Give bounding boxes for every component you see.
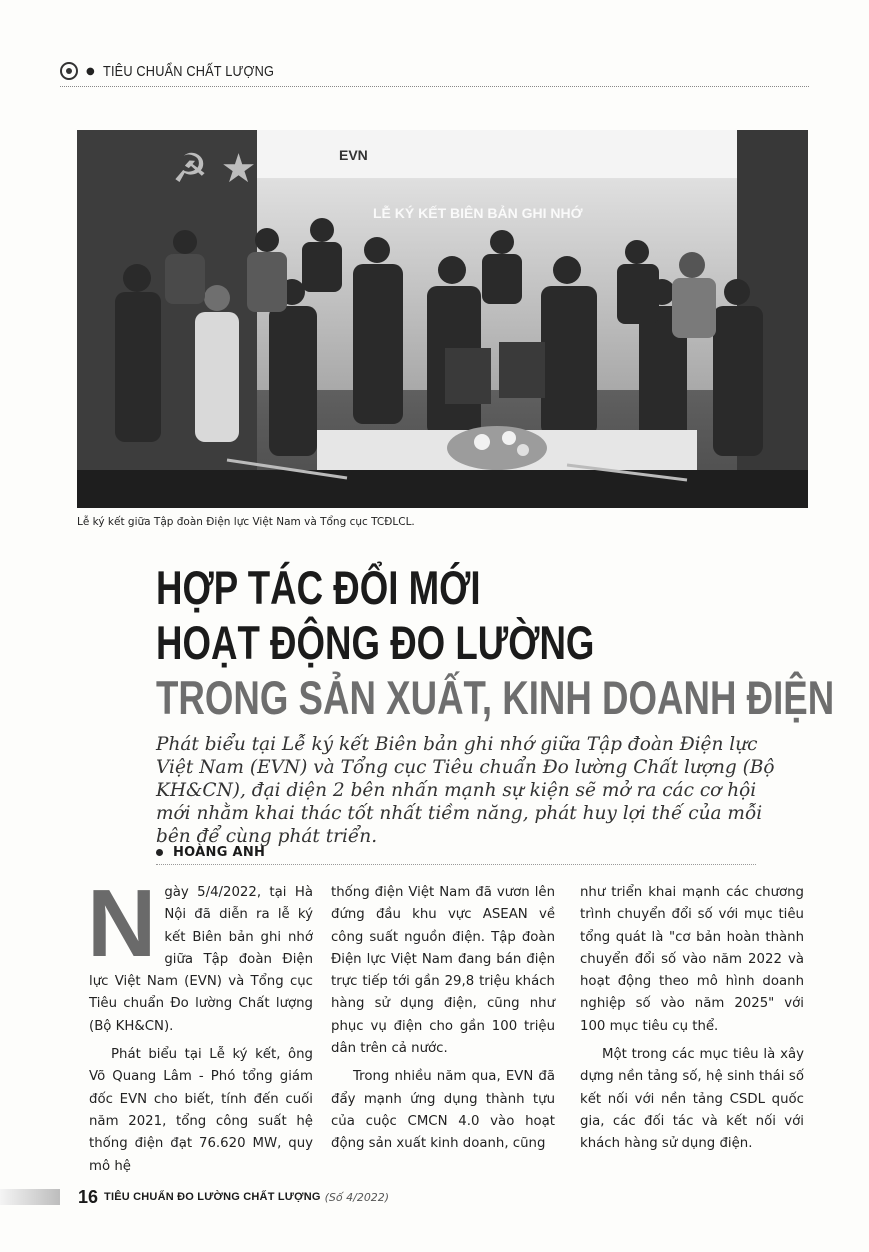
magazine-name: TIÊU CHUẨN ĐO LƯỜNG CHẤT LƯỢNG — [104, 1191, 321, 1203]
headline-line-3: TRONG SẢN XUẤT, KINH DOANH ĐIỆN — [156, 671, 835, 724]
page-footer — [0, 1183, 869, 1211]
signing-ceremony-photo — [77, 130, 808, 508]
author-name: HOÀNG ANH — [173, 845, 266, 860]
svg-text:☭ ★: ☭ ★ — [172, 146, 257, 192]
banner-brand: EVN — [339, 147, 368, 163]
bullet-icon — [156, 849, 163, 856]
body-column-1 — [87, 870, 313, 1184]
circle-target-icon — [60, 62, 78, 80]
photo-caption: Lễ ký kết giữa Tập đoàn Điện lực Việt Nam và Tổng cục TCĐLCL. — [77, 516, 415, 528]
header-divider — [60, 86, 809, 87]
paragraph: như triển khai mạnh các chương trình chuyển đổi số với mục tiêu tổng quát là "cơ bản hoàn thành chuyển đổi số vào năm 2022 và hoạt động theo mô hình doanh nghiệp số vào năm 2025" với 100 mục tiêu cụ thể. — [580, 885, 804, 1034]
bullet-icon: ● — [86, 65, 95, 77]
paragraph: Trong nhiều năm qua, EVN đã đẩy mạnh ứng dụng thành tựu của cuộc CMCN 4.0 vào hoạt động sản xuất kinh doanh, cũng — [331, 1069, 555, 1152]
banner-title: LỄ KÝ KẾT BIÊN BẢN GHI NHỚ — [373, 205, 583, 221]
headline-line-2: HOẠT ĐỘNG ĐO LƯỜNG — [156, 616, 595, 669]
body-column-3 — [580, 882, 804, 1162]
paragraph-text: gày 5/4/2022, tại Hà Nội đã diễn ra lễ ký kết Biên bản ghi nhớ giữa Tập đoàn Điện lực Việt Nam (EVN) và Tổng cục Tiêu chuẩn Đo lường Chất lượng (Bộ KH&CN). — [89, 885, 313, 1034]
headline-line-1: HỢP TÁC ĐỔI MỚI — [156, 561, 481, 614]
paragraph: thống điện Việt Nam đã vươn lên đứng đầu khu vực ASEAN về công suất nguồn điện. Tập đoàn Điện lực Việt Nam đang bán điện trực tiếp tới gần 29,8 triệu khách hàng sử dụng điện, cũng như phục vụ điện cho gần 100 triệu dân trên cả nước. — [331, 885, 555, 1057]
article-lead: Phát biểu tại Lễ ký kết Biên bản ghi nhớ giữa Tập đoàn Điện lực Việt Nam (EVN) và Tổng cục Tiêu chuẩn Đo lường Chất lượng (Bộ KH&CN), đại diện 2 bên nhấn mạnh sự kiện sẽ mở ra các cơ hội mới nhằm khai thác tốt nhất tiềm năng, phát huy lợi thế của mỗi bên để cùng phát triển. — [156, 734, 775, 847]
byline — [156, 845, 265, 860]
article-headline — [156, 560, 835, 725]
page-number: 16 — [78, 1186, 99, 1207]
section-header — [60, 58, 809, 84]
byline-divider — [156, 864, 756, 865]
issue-number: (Số 4/2022) — [324, 1190, 390, 1204]
footer-bar — [0, 1189, 60, 1205]
body-column-2 — [331, 882, 555, 1162]
section-name: TIÊU CHUẨN CHẤT LƯỢNG — [102, 62, 274, 80]
drop-cap: N — [87, 870, 157, 977]
paragraph: Một trong các mục tiêu là xây dựng nền tảng số, hệ sinh thái số kết nối với nền tảng CSDL quốc gia, các đối tác và kết nối với khách hàng sử dụng điện. — [580, 1047, 804, 1152]
paragraph — [87, 870, 313, 1038]
paragraph: Phát biểu tại Lễ ký kết, ông Võ Quang Lâm - Phó tổng giám đốc EVN cho biết, tính đến cuối năm 2021, tổng công suất hệ thống điện đạt 76.620 MW, quy mô hệ — [89, 1047, 313, 1174]
